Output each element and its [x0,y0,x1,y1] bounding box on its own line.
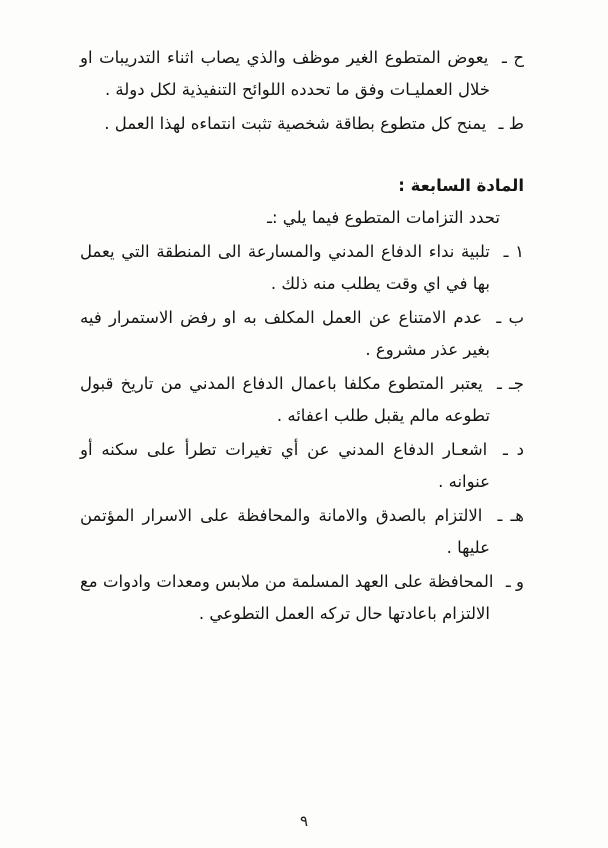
obligation-marker: هـ ـ [497,506,525,525]
obligation-text: الالتزام بالصدق والامانة والمحافظة على الاسرار المؤتمن عليها . [80,506,490,557]
obligation-item [80,368,524,432]
section-intro: تحدد التزامات المتطوع فيما يلي :ـ [267,208,500,227]
obligation-item [80,500,524,564]
obligation-item [80,434,524,498]
section-heading: المادة السابعة : [398,176,524,195]
clause-text: يمنح كل متطوع بطاقة شخصية تثبت انتماءه لهذا العمل . [104,114,487,133]
page-content [80,42,524,632]
obligation-text: عدم الامتناع عن العمل المكلف به او رفض الاستمرار فيه بغير عذر مشروع . [80,308,490,359]
obligation-item [80,302,524,366]
clause-text: يعوض المتطوع الغير موظف والذي يصاب اثناء التدريبات او خلال العمليـات وفق ما تحدده اللوائح التنفيذية لكل دولة . [80,48,490,99]
obligation-marker: ١ ـ [503,242,524,261]
obligation-marker: و ـ [505,572,525,591]
clause-marker: ح ـ [501,48,524,67]
clause-h [80,42,524,106]
obligation-text: اشعـار الدفاع المدني عن أي تغيرات تطرأ على سكنه أو عنوانه . [80,440,490,491]
obligation-text: يعتبر المتطوع مكلفا باعمال الدفاع المدني من تاريخ قبول تطوعه مالم يقبل طلب اعفائه . [80,374,490,425]
obligation-text: تلبية نداء الدفاع المدني والمسارعة الى المنطقة التي يعمل بها في اي وقت يطلب منه ذلك . [80,242,490,293]
obligation-item [80,566,524,630]
obligation-marker: د ـ [503,440,524,459]
obligation-marker: جـ ـ [496,374,524,393]
clause-marker: ط ـ [498,114,524,133]
page-number: ٩ [299,812,309,830]
obligation-marker: ب ـ [496,308,524,327]
obligation-item [80,236,524,300]
obligation-text: المحافظة على العهد المسلمة من ملابس ومعدات وادوات مع الالتزام باعادتها حال تركه العمل التطوعي . [80,572,494,623]
clause-t [80,108,524,140]
